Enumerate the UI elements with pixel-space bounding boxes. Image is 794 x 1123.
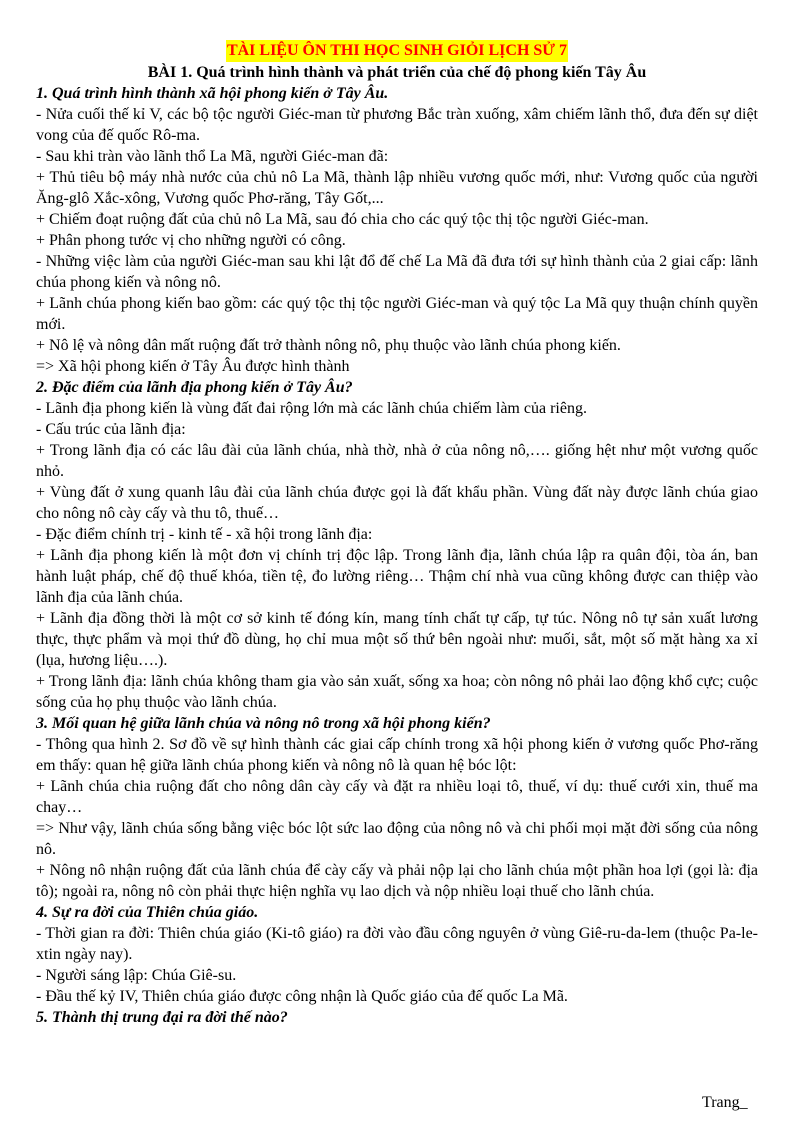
- body-paragraph: + Lãnh địa đồng thời là một cơ sở kinh tế đóng kín, mang tính chất tự cấp, tự túc. Nông nô tự sản xuất lương thực, thực phẩm và mọi thứ đồ dùng, họ chỉ mua một số thứ bên ngoài như: muối, sắt, một số mặt hàng xa xỉ (lụa, hương liệu….).: [36, 610, 758, 669]
- body-paragraph: - Người sáng lập: Chúa Giê-su.: [36, 967, 237, 984]
- body-paragraph: + Lãnh chúa chia ruộng đất cho nông dân cày cấy và đặt ra nhiều loại tô, thuế, ví dụ: thuế cưới xin, thuế ma chay…: [36, 778, 758, 816]
- page-number-footer: Trang_: [702, 1094, 748, 1111]
- body-paragraph: - Lãnh địa phong kiến là vùng đất đai rộng lớn mà các lãnh chúa chiếm làm của riêng.: [36, 400, 587, 417]
- body-paragraph: + Trong lãnh địa: lãnh chúa không tham gia vào sản xuất, sống xa hoa; còn nông nô phải lao động khổ cực; cuộc sống của họ phụ thuộc vào lãnh chúa.: [36, 673, 758, 711]
- section-heading: 4. Sự ra đời của Thiên chúa giáo.: [36, 904, 259, 921]
- body-paragraph: + Vùng đất ở xung quanh lâu đài của lãnh chúa được gọi là đất khẩu phần. Vùng đất này được lãnh chúa giao cho nông nô cày cấy và thu tô, thuế…: [36, 484, 758, 522]
- section-heading: 1. Quá trình hình thành xã hội phong kiến ở Tây Âu.: [36, 85, 389, 102]
- body-paragraph: + Lãnh địa phong kiến là một đơn vị chính trị độc lập. Trong lãnh địa, lãnh chúa lập ra quân đội, tòa án, ban hành luật pháp, chế độ thuế khóa, tiền tệ, đo lường riêng… Thậm chí nhà vua cũng không được can thiệp vào lãnh địa của lãnh chúa.: [36, 547, 758, 606]
- document-page: [36, 40, 758, 1028]
- body-paragraph: + Trong lãnh địa có các lâu đài của lãnh chúa, nhà thờ, nhà ở của nông nô,…. giống hệt như một vương quốc nhỏ.: [36, 442, 758, 480]
- section-heading: 2. Đặc điểm của lãnh địa phong kiến ở Tây Âu?: [36, 379, 353, 396]
- document-body: [36, 83, 758, 1028]
- body-paragraph: + Nô lệ và nông dân mất ruộng đất trở thành nông nô, phụ thuộc vào lãnh chúa phong kiến.: [36, 337, 621, 354]
- body-paragraph: - Thời gian ra đời: Thiên chúa giáo (Ki-tô giáo) ra đời vào đầu công nguyên ở vùng Giê-ru-da-lem (thuộc Pa-le-xtin ngày nay).: [36, 925, 758, 963]
- body-paragraph: => Xã hội phong kiến ở Tây Âu được hình thành: [36, 358, 350, 375]
- body-paragraph: - Nửa cuối thế kỉ V, các bộ tộc người Giéc-man từ phương Bắc tràn xuống, xâm chiếm lãnh thổ, đưa đến sự diệt vong của đế quốc Rô-ma.: [36, 106, 758, 144]
- body-paragraph: + Chiếm đoạt ruộng đất của chủ nô La Mã, sau đó chia cho các quý tộc thị tộc người Giéc-man.: [36, 211, 649, 228]
- body-paragraph: - Thông qua hình 2. Sơ đồ về sự hình thành các giai cấp chính trong xã hội phong kiến ở vương quốc Phơ-răng em thấy: quan hệ giữa lãnh chúa phong kiến và nông nô là quan hệ bóc lột:: [36, 736, 758, 774]
- body-paragraph: => Như vậy, lãnh chúa sống bằng việc bóc lột sức lao động của nông nô và chi phối mọi mặt đời sống của nông nô.: [36, 820, 758, 858]
- body-paragraph: + Nông nô nhận ruộng đất của lãnh chúa để cày cấy và phải nộp lại cho lãnh chúa một phần hoa lợi (gọi là: địa tô); ngoài ra, nông nô còn phải thực hiện nghĩa vụ lao dịch và nộp nhiều loại thuế cho lãnh chúa.: [36, 862, 758, 900]
- body-paragraph: - Cấu trúc của lãnh địa:: [36, 421, 186, 438]
- document-title: TÀI LIỆU ÔN THI HỌC SINH GIỎI LỊCH SỬ 7: [226, 40, 568, 62]
- title-row: [36, 40, 758, 62]
- section-heading: 5. Thành thị trung đại ra đời thế nào?: [36, 1009, 288, 1026]
- body-paragraph: + Lãnh chúa phong kiến bao gồm: các quý tộc thị tộc người Giéc-man và quý tộc La Mã quy thuận chính quyền mới.: [36, 295, 758, 333]
- body-paragraph: + Thủ tiêu bộ máy nhà nước của chủ nô La Mã, thành lập nhiều vương quốc mới, như: Vương quốc của người Ăng-glô Xắc-xông, Vương quốc Phơ-răng, Tây Gốt,...: [36, 169, 758, 207]
- lesson-subtitle: BÀI 1. Quá trình hình thành và phát triển của chế độ phong kiến Tây Âu: [147, 64, 647, 81]
- body-paragraph: - Đặc điểm chính trị - kinh tế - xã hội trong lãnh địa:: [36, 526, 373, 543]
- section-heading: 3. Mối quan hệ giữa lãnh chúa và nông nô trong xã hội phong kiến?: [36, 715, 491, 732]
- body-paragraph: + Phân phong tước vị cho những người có công.: [36, 232, 346, 249]
- body-paragraph: - Những việc làm của người Giéc-man sau khi lật đổ đế chế La Mã đã đưa tới sự hình thành của 2 giai cấp: lãnh chúa phong kiến và nông nô.: [36, 253, 758, 291]
- body-paragraph: - Sau khi tràn vào lãnh thổ La Mã, người Giéc-man đã:: [36, 148, 389, 165]
- body-paragraph: - Đầu thế kỷ IV, Thiên chúa giáo được công nhận là Quốc giáo của đế quốc La Mã.: [36, 988, 568, 1005]
